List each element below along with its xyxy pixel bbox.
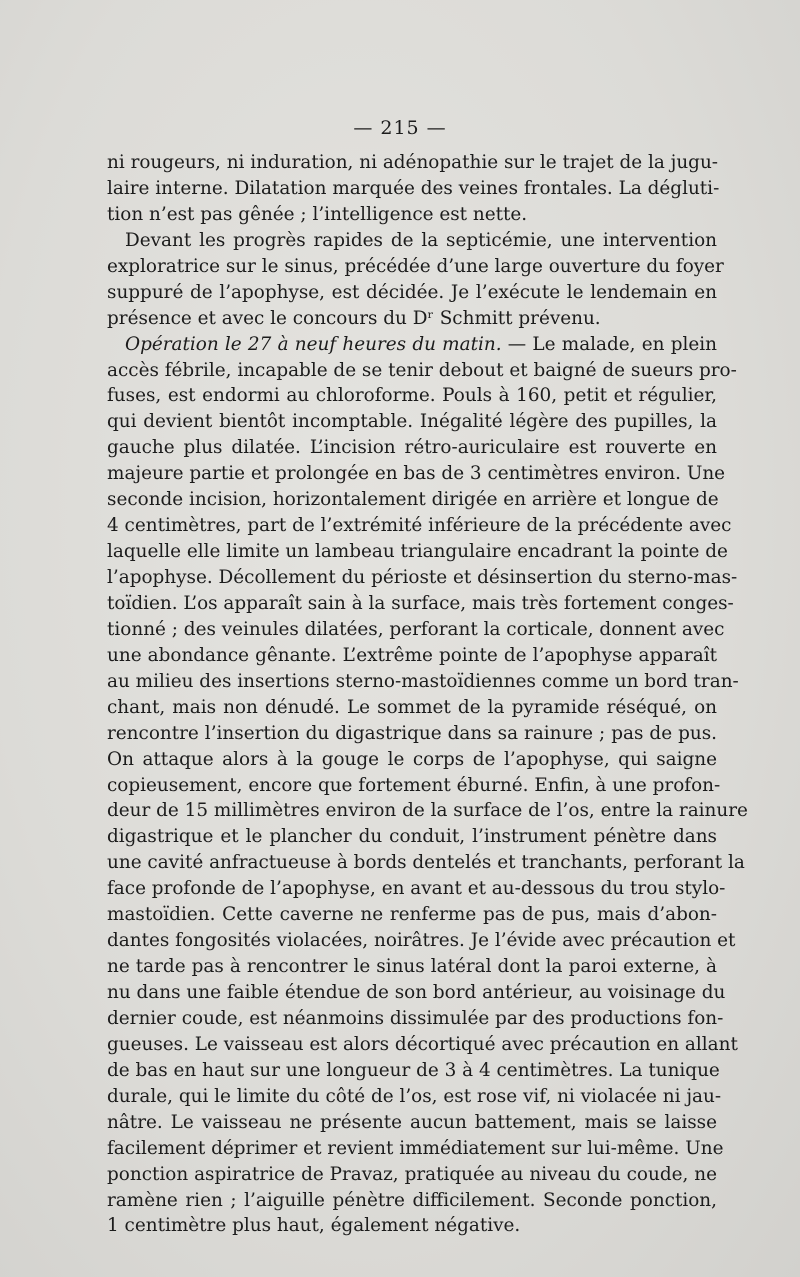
text-line: durale, qui le limite du côté de l’os, est rose vif, ni violacée ni jau-: [107, 1085, 722, 1107]
text-line: dernier coude, est néanmoins dissimulée par des productions fon-: [107, 1007, 724, 1029]
body-text: [107, 150, 748, 1239]
text-line: rencontre l’insertion du digastrique dans sa rainure ; pas de pus.: [107, 722, 717, 744]
text-line: ramène rien ; l’aiguille pénètre difficilement. Seconde ponction,: [107, 1189, 717, 1211]
text-line: ponction aspiratrice de Pravaz, pratiquée au niveau du coude, ne: [107, 1163, 717, 1185]
text-line: dantes fongosités violacées, noirâtres. Je l’évide avec précaution et: [107, 930, 736, 952]
text-line: facilement déprimer et revient immédiatement sur lui-même. Une: [107, 1137, 724, 1159]
text-line: Devant les progrès rapides de la septicémie, une intervention: [125, 229, 717, 251]
text-line: fuses, est endormi au chloroforme. Pouls à 160, petit et régulier,: [107, 385, 717, 407]
text-line: laquelle elle limite un lambeau triangulaire encadrant la pointe de: [107, 541, 728, 563]
text-line: On attaque alors à la gouge le corps de l’apophyse, qui saigne: [107, 748, 717, 770]
text-line: 4 centimètres, part de l’extrémité inférieure de la précédente avec: [107, 515, 732, 537]
page-number: — 215 —: [353, 117, 447, 139]
text-line: face profonde de l’apophyse, en avant et au-dessous du trou stylo-: [107, 878, 726, 900]
text-line: tion n’est pas gênée ; l’intelligence est nette.: [107, 203, 528, 225]
text-line: qui devient bientôt incomptable. Inégalité légère des pupilles, la: [107, 411, 717, 433]
text-line: [107, 332, 717, 358]
text-line: suppuré de l’apophyse, est décidée. Je l’exécute le lendemain en: [107, 281, 717, 303]
text-line: tionné ; des veinules dilatées, perforant la corticale, donnent avec: [107, 618, 725, 640]
text-line: présence et avec le concours du Dʳ Schmitt prévenu.: [107, 307, 601, 329]
text-line: une cavité anfractueuse à bords dentelés et tranchants, perforant la: [107, 852, 745, 874]
text-line: au milieu des insertions sterno-mastoïdiennes comme un bord tran-: [107, 670, 739, 692]
text-line: majeure partie et prolongée en bas de 3 centimètres environ. Une: [107, 463, 726, 485]
text-line: ne tarde pas à rencontrer le sinus latéral dont la paroi externe, à: [107, 956, 717, 978]
text-line: de bas en haut sur une longueur de 3 à 4 centimètres. La tunique: [107, 1059, 720, 1081]
text-line: une abondance gênante. L’extrême pointe de l’apophyse apparaît: [107, 644, 717, 666]
text-line: accès fébrile, incapable de se tenir debout et baigné de sueurs pro-: [107, 359, 737, 381]
text-line: copieusement, encore que fortement éburné. Enfin, à une profon-: [107, 774, 721, 796]
text-line: toïdien. L’os apparaît sain à la surface, mais très fortement conges-: [107, 592, 734, 614]
text-line: deur de 15 millimètres environ de la surface de l’os, entre la rainure: [107, 800, 748, 822]
text-line: l’apophyse. Décollement du périoste et désinsertion du sterno-mas-: [107, 567, 738, 588]
text-line: nu dans une faible étendue de son bord antérieur, au voisinage du: [107, 982, 726, 1003]
italic-heading: Opération le 27 à neuf heures du matin.: [125, 333, 502, 355]
text-line: gauche plus dilatée. L’incision rétro-auriculaire est rouverte en: [107, 437, 717, 459]
text-line: laire interne. Dilatation marquée des veines frontales. La dégluti-: [107, 177, 720, 199]
text-line: exploratrice sur le sinus, précédée d’une large ouverture du foyer: [107, 255, 724, 277]
text-line: mastoïdien. Cette caverne ne renferme pas de pus, mais d’abon-: [107, 904, 717, 926]
text-line: gueuses. Le vaisseau est alors décortiqué avec précaution en allant: [107, 1033, 738, 1055]
text-line: ni rougeurs, ni induration, ni adénopathie sur le trajet de la jugu-: [107, 152, 719, 173]
text-line: digastrique et le plancher du conduit, l’instrument pénètre dans: [107, 826, 717, 848]
text-line: seconde incision, horizontalement dirigée en arrière et longue de: [107, 489, 719, 511]
text-line: 1 centimètre plus haut, également négative.: [107, 1215, 521, 1237]
text-run: — Le malade, en plein: [501, 333, 717, 355]
text-line: nâtre. Le vaisseau ne présente aucun battement, mais se laisse: [107, 1111, 717, 1133]
text-line: chant, mais non dénudé. Le sommet de la pyramide réséqué, on: [107, 696, 717, 718]
